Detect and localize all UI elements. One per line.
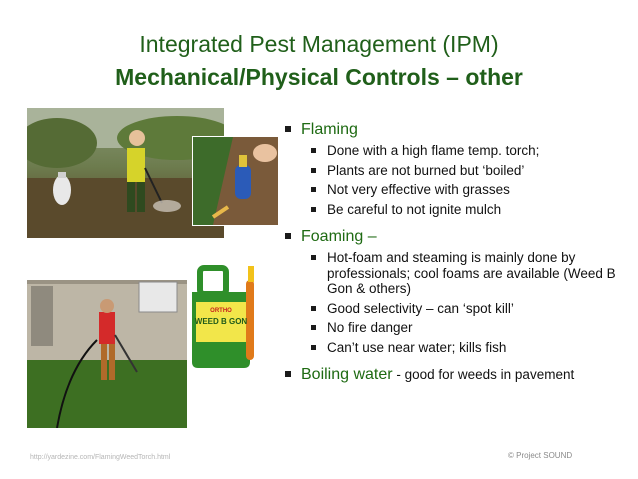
product-brand-text: ORTHO xyxy=(210,308,232,314)
foaming-photo-drawing xyxy=(27,280,187,428)
sub-bullet xyxy=(299,202,625,218)
bullet-foaming xyxy=(285,227,625,246)
bullet-square-icon xyxy=(311,207,316,212)
bullet-boiling-water-text: Boiling water xyxy=(301,366,393,383)
bullet-square-icon xyxy=(285,371,291,377)
product-name-text: WEED B GON xyxy=(194,317,248,326)
torch-photo xyxy=(192,136,279,226)
bullet-square-icon xyxy=(311,168,316,173)
source-url: http://yardezine.com/FlamingWeedTorch.html xyxy=(30,454,171,461)
bullet-flaming-text: Flaming xyxy=(301,121,358,138)
bullet-square-icon xyxy=(311,187,316,192)
sub-bullet xyxy=(299,250,625,297)
sub-bullet-text: Done with a high flame temp. torch; xyxy=(327,143,540,158)
foaming-photo xyxy=(27,280,187,428)
bullet-list xyxy=(285,120,625,384)
sub-bullet-text: Hot-foam and steaming is mainly done by professionals; cool foams are available (Weed B Gon & others) xyxy=(327,250,616,296)
sub-bullet-text: Plants are not burned but ‘boiled’ xyxy=(327,162,525,178)
sub-bullet-text: No fire danger xyxy=(327,320,413,335)
bullet-foaming-text: Foaming – xyxy=(301,228,377,245)
bullet-square-icon xyxy=(311,255,316,260)
product-bottle-drawing xyxy=(186,262,266,369)
bullet-flaming xyxy=(285,120,625,139)
bullet-square-icon xyxy=(311,325,316,330)
sub-bullet xyxy=(299,340,625,356)
sub-bullet-text: Be careful to not ignite mulch xyxy=(327,201,502,217)
bullet-square-icon xyxy=(311,345,316,350)
sub-bullet-text: Can’t use near water; kills fish xyxy=(327,339,507,355)
sub-bullet-text: Not very effective with grasses xyxy=(327,182,510,197)
sub-bullet xyxy=(299,301,625,317)
bullet-square-icon xyxy=(311,306,316,311)
slide-subtitle: Mechanical/Physical Controls – other xyxy=(115,64,523,90)
bullet-square-icon xyxy=(311,148,316,153)
sub-bullet xyxy=(299,182,625,198)
sub-bullet xyxy=(299,143,625,159)
copyright: © Project SOUND xyxy=(508,451,573,460)
torch-photo-drawing xyxy=(193,137,278,225)
bullet-boiling-water xyxy=(285,365,625,384)
bullet-boiling-water-tail: - good for weeds in pavement xyxy=(392,367,575,382)
product-photo xyxy=(186,262,266,369)
sub-bullet-text: Good selectivity – can ‘spot kill’ xyxy=(327,300,514,316)
bullet-square-icon xyxy=(285,233,291,239)
sub-bullet xyxy=(299,163,625,179)
slide-title: Integrated Pest Management (IPM) xyxy=(139,31,499,57)
bullet-square-icon xyxy=(285,126,291,132)
sub-bullet xyxy=(299,320,625,336)
